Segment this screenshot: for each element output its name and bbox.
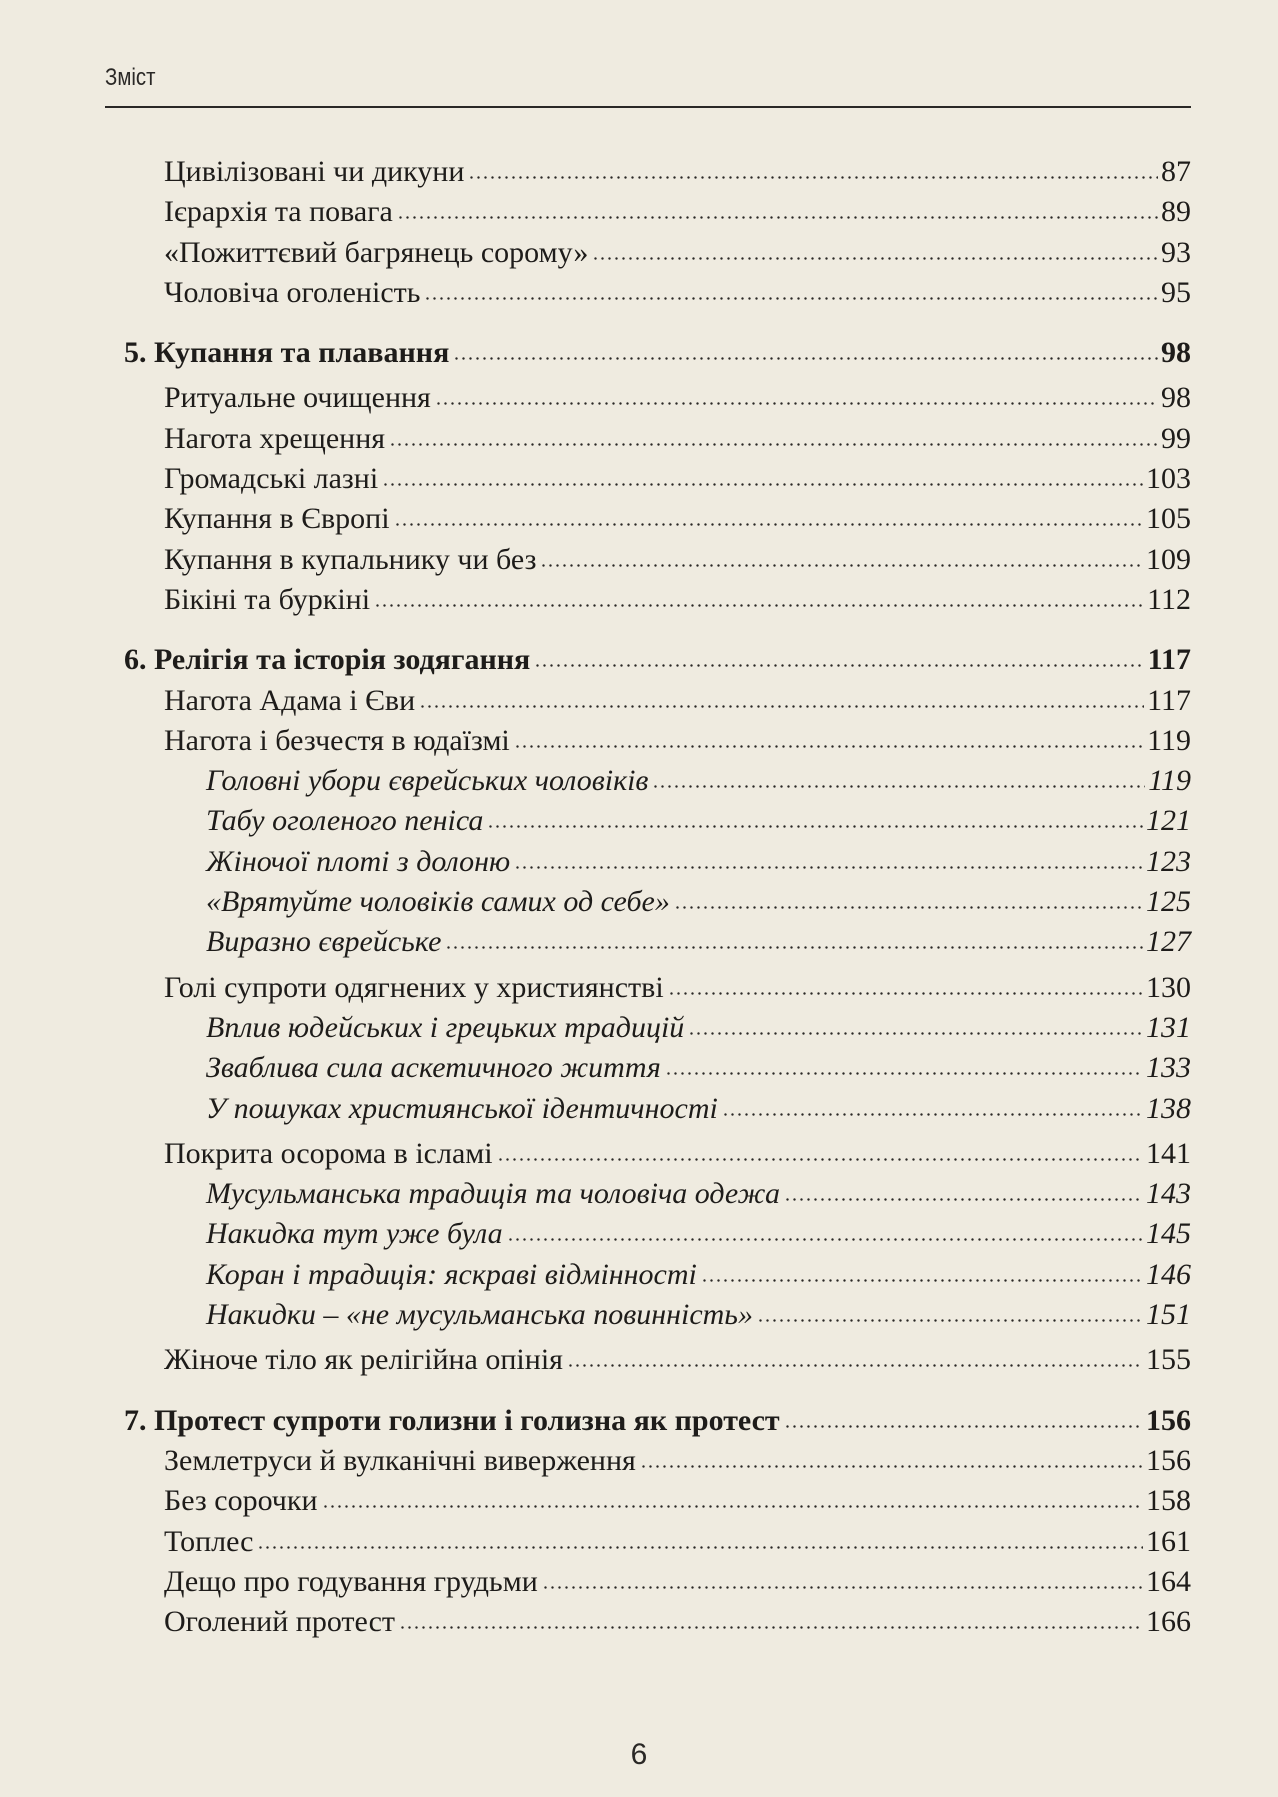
toc-section-entry — [0, 580, 1278, 620]
toc-subsection-entry — [0, 1295, 1278, 1335]
entry-title: Коран і традиція: яскраві відмінності — [206, 1257, 697, 1291]
toc-section-entry — [0, 1441, 1278, 1481]
dot-leader — [688, 1032, 1143, 1035]
entry-page-number: 156 — [1146, 1443, 1191, 1477]
entry-title: Зваблива сила аскетичного життя — [206, 1051, 661, 1085]
entry-title: Чоловіча оголеність — [164, 275, 421, 309]
page-number: 6 — [630, 1738, 648, 1771]
entry-title: Накидки – «не мусульманська повинність» — [206, 1298, 753, 1332]
toc-subsection-entry — [0, 1214, 1278, 1254]
dot-leader — [784, 1198, 1143, 1201]
entry-page-number: 143 — [1146, 1177, 1191, 1211]
dot-leader — [722, 1113, 1143, 1116]
entry-page-number: 98 — [1161, 336, 1191, 370]
entry-page-number: 133 — [1146, 1051, 1191, 1085]
entry-title: Накидка тут уже була — [206, 1217, 503, 1251]
entry-title: Головні убори єврейських чоловіків — [206, 764, 649, 798]
entry-title: Виразно єврейське — [206, 925, 442, 959]
header-rule — [105, 106, 1191, 108]
entry-page-number: 105 — [1146, 502, 1191, 536]
running-head-title: Зміст — [105, 64, 156, 91]
entry-title: Цивілізовані чи дикуни — [164, 155, 465, 188]
dot-leader — [487, 825, 1143, 828]
dot-leader — [507, 1238, 1143, 1241]
entry-title: Жіночої плоті з долоню — [206, 844, 511, 878]
toc-subsection-entry — [0, 1174, 1278, 1214]
dot-leader — [567, 1364, 1143, 1367]
entry-page-number: 98 — [1161, 381, 1191, 415]
dot-leader — [640, 1465, 1143, 1468]
toc-subsection-entry — [0, 761, 1278, 801]
toc-section-entry — [0, 1522, 1278, 1562]
dot-leader — [445, 946, 1143, 949]
dot-leader — [542, 1586, 1143, 1589]
dot-leader — [497, 1158, 1143, 1161]
toc-section-entry — [0, 1340, 1278, 1380]
toc-section-entry — [0, 1562, 1278, 1602]
entry-title: Оголений протест — [164, 1605, 396, 1639]
dot-leader — [665, 1072, 1143, 1075]
entry-title: Вплив юдейських і грецьких традицій — [206, 1010, 685, 1044]
dot-leader — [674, 906, 1143, 909]
entry-title: Бікіні та буркіні — [164, 582, 371, 616]
toc-section-entry — [0, 1602, 1278, 1642]
entry-title: У пошуках християнської ідентичності — [206, 1091, 718, 1125]
dot-leader — [435, 402, 1158, 405]
toc-subsection-entry — [0, 1048, 1278, 1088]
entry-page-number: 161 — [1146, 1524, 1191, 1558]
entry-title: «Пожиттєвий багрянець сорому» — [164, 235, 589, 269]
toc-section-entry — [0, 273, 1278, 313]
dot-leader — [419, 705, 1144, 708]
entry-title: Мусульманська традиція та чоловіча одежа — [206, 1177, 780, 1211]
table-of-contents — [0, 152, 1278, 1642]
entry-title: Нагота Адама і Єви — [164, 683, 416, 717]
dot-leader — [701, 1279, 1143, 1282]
entry-title: 5. Купання та плавання — [124, 336, 450, 370]
toc-subsection-entry — [0, 1089, 1278, 1129]
toc-section-entry — [0, 1481, 1278, 1521]
dot-leader — [382, 483, 1143, 486]
entry-page-number: 151 — [1146, 1298, 1191, 1332]
entry-page-number: 155 — [1146, 1343, 1191, 1377]
entry-page-number: 119 — [1148, 764, 1191, 798]
entry-page-number: 121 — [1146, 804, 1191, 838]
dot-leader — [784, 1425, 1143, 1428]
entry-title: Ієрархія та повага — [164, 195, 393, 229]
entry-title: Дещо про годування грудьми — [164, 1564, 538, 1598]
toc-subsection-entry — [0, 842, 1278, 882]
toc-section-entry — [0, 540, 1278, 580]
dot-leader — [424, 297, 1158, 300]
entry-page-number: 109 — [1146, 542, 1191, 576]
dot-leader — [374, 604, 1144, 607]
dot-leader — [668, 992, 1143, 995]
entry-page-number: 158 — [1146, 1484, 1191, 1518]
toc-subsection-entry — [0, 801, 1278, 841]
dot-leader — [394, 523, 1143, 526]
toc-subsection-entry — [0, 882, 1278, 922]
entry-page-number: 156 — [1146, 1403, 1191, 1437]
toc-subsection-entry — [0, 1255, 1278, 1295]
entry-page-number: 127 — [1146, 925, 1191, 959]
toc-subsection-entry — [0, 922, 1278, 962]
dot-leader — [257, 1546, 1143, 1549]
entry-title: Голі супроти одягнених у християнстві — [164, 970, 664, 1004]
dot-leader — [397, 216, 1158, 219]
dot-leader — [399, 1626, 1143, 1629]
entry-page-number: 87 — [1161, 155, 1191, 188]
entry-page-number: 103 — [1146, 462, 1191, 496]
toc-section-entry — [0, 419, 1278, 459]
toc-chapter-entry — [0, 333, 1278, 373]
entry-page-number: 138 — [1146, 1091, 1191, 1125]
dot-leader — [540, 564, 1143, 567]
entry-page-number: 93 — [1161, 235, 1191, 269]
entry-title: Нагота і безчестя в юдаїзмі — [164, 723, 510, 757]
toc-section-entry — [0, 192, 1278, 232]
dot-leader — [652, 785, 1145, 788]
entry-title: Без сорочки — [164, 1484, 318, 1518]
entry-page-number: 112 — [1147, 582, 1191, 616]
entry-title: Громадські лазні — [164, 462, 379, 496]
entry-title: Покрита осорома в ісламі — [164, 1136, 493, 1170]
entry-page-number: 95 — [1161, 275, 1191, 309]
entry-title: «Врятуйте чоловіків самих од себе» — [206, 885, 670, 919]
dot-leader — [592, 257, 1158, 260]
toc-section-entry — [0, 233, 1278, 273]
entry-page-number: 117 — [1147, 643, 1191, 677]
entry-title: Купання в Європі — [164, 502, 390, 536]
entry-page-number: 130 — [1146, 970, 1191, 1004]
toc-chapter-entry — [0, 1401, 1278, 1441]
entry-page-number: 131 — [1146, 1010, 1191, 1044]
entry-page-number: 145 — [1146, 1217, 1191, 1251]
entry-title: Табу оголеного пеніса — [206, 804, 484, 838]
entry-page-number: 146 — [1146, 1257, 1191, 1291]
dot-leader — [389, 443, 1158, 446]
toc-subsection-entry — [0, 1008, 1278, 1048]
toc-chapter-entry — [0, 640, 1278, 680]
dot-leader — [514, 745, 1144, 748]
entry-page-number: 117 — [1147, 683, 1191, 717]
entry-title: Ритуальне очищення — [164, 381, 431, 415]
entry-title: Топлес — [164, 1524, 254, 1558]
dot-leader — [322, 1505, 1143, 1508]
entry-page-number: 125 — [1146, 885, 1191, 919]
entry-page-number: 166 — [1146, 1605, 1191, 1639]
dot-leader — [453, 357, 1158, 360]
entry-title: 6. Релігія та історія зодягання — [124, 643, 531, 677]
entry-title: Нагота хрещення — [164, 421, 386, 455]
entry-page-number: 164 — [1146, 1564, 1191, 1598]
toc-section-entry — [0, 681, 1278, 721]
dot-leader — [514, 866, 1143, 869]
toc-section-entry — [0, 721, 1278, 761]
entry-page-number: 119 — [1147, 723, 1191, 757]
entry-page-number: 123 — [1146, 844, 1191, 878]
toc-section-entry — [0, 378, 1278, 418]
toc-section-entry — [0, 968, 1278, 1008]
toc-section-entry — [0, 499, 1278, 539]
toc-section-entry — [0, 459, 1278, 499]
dot-leader — [534, 664, 1144, 667]
entry-title: Жіноче тіло як релігійна опінія — [164, 1343, 563, 1377]
entry-page-number: 141 — [1146, 1136, 1191, 1170]
entry-page-number: 89 — [1161, 195, 1191, 229]
entry-page-number: 99 — [1161, 421, 1191, 455]
toc-section-entry — [0, 152, 1278, 192]
entry-title: Землетруси й вулканічні виверження — [164, 1443, 636, 1477]
toc-section-entry — [0, 1134, 1278, 1174]
dot-leader — [468, 176, 1158, 179]
entry-title: 7. Протест супроти голизни і голизна як протест — [124, 1403, 780, 1437]
entry-title: Купання в купальнику чи без — [164, 542, 537, 576]
dot-leader — [757, 1319, 1143, 1322]
